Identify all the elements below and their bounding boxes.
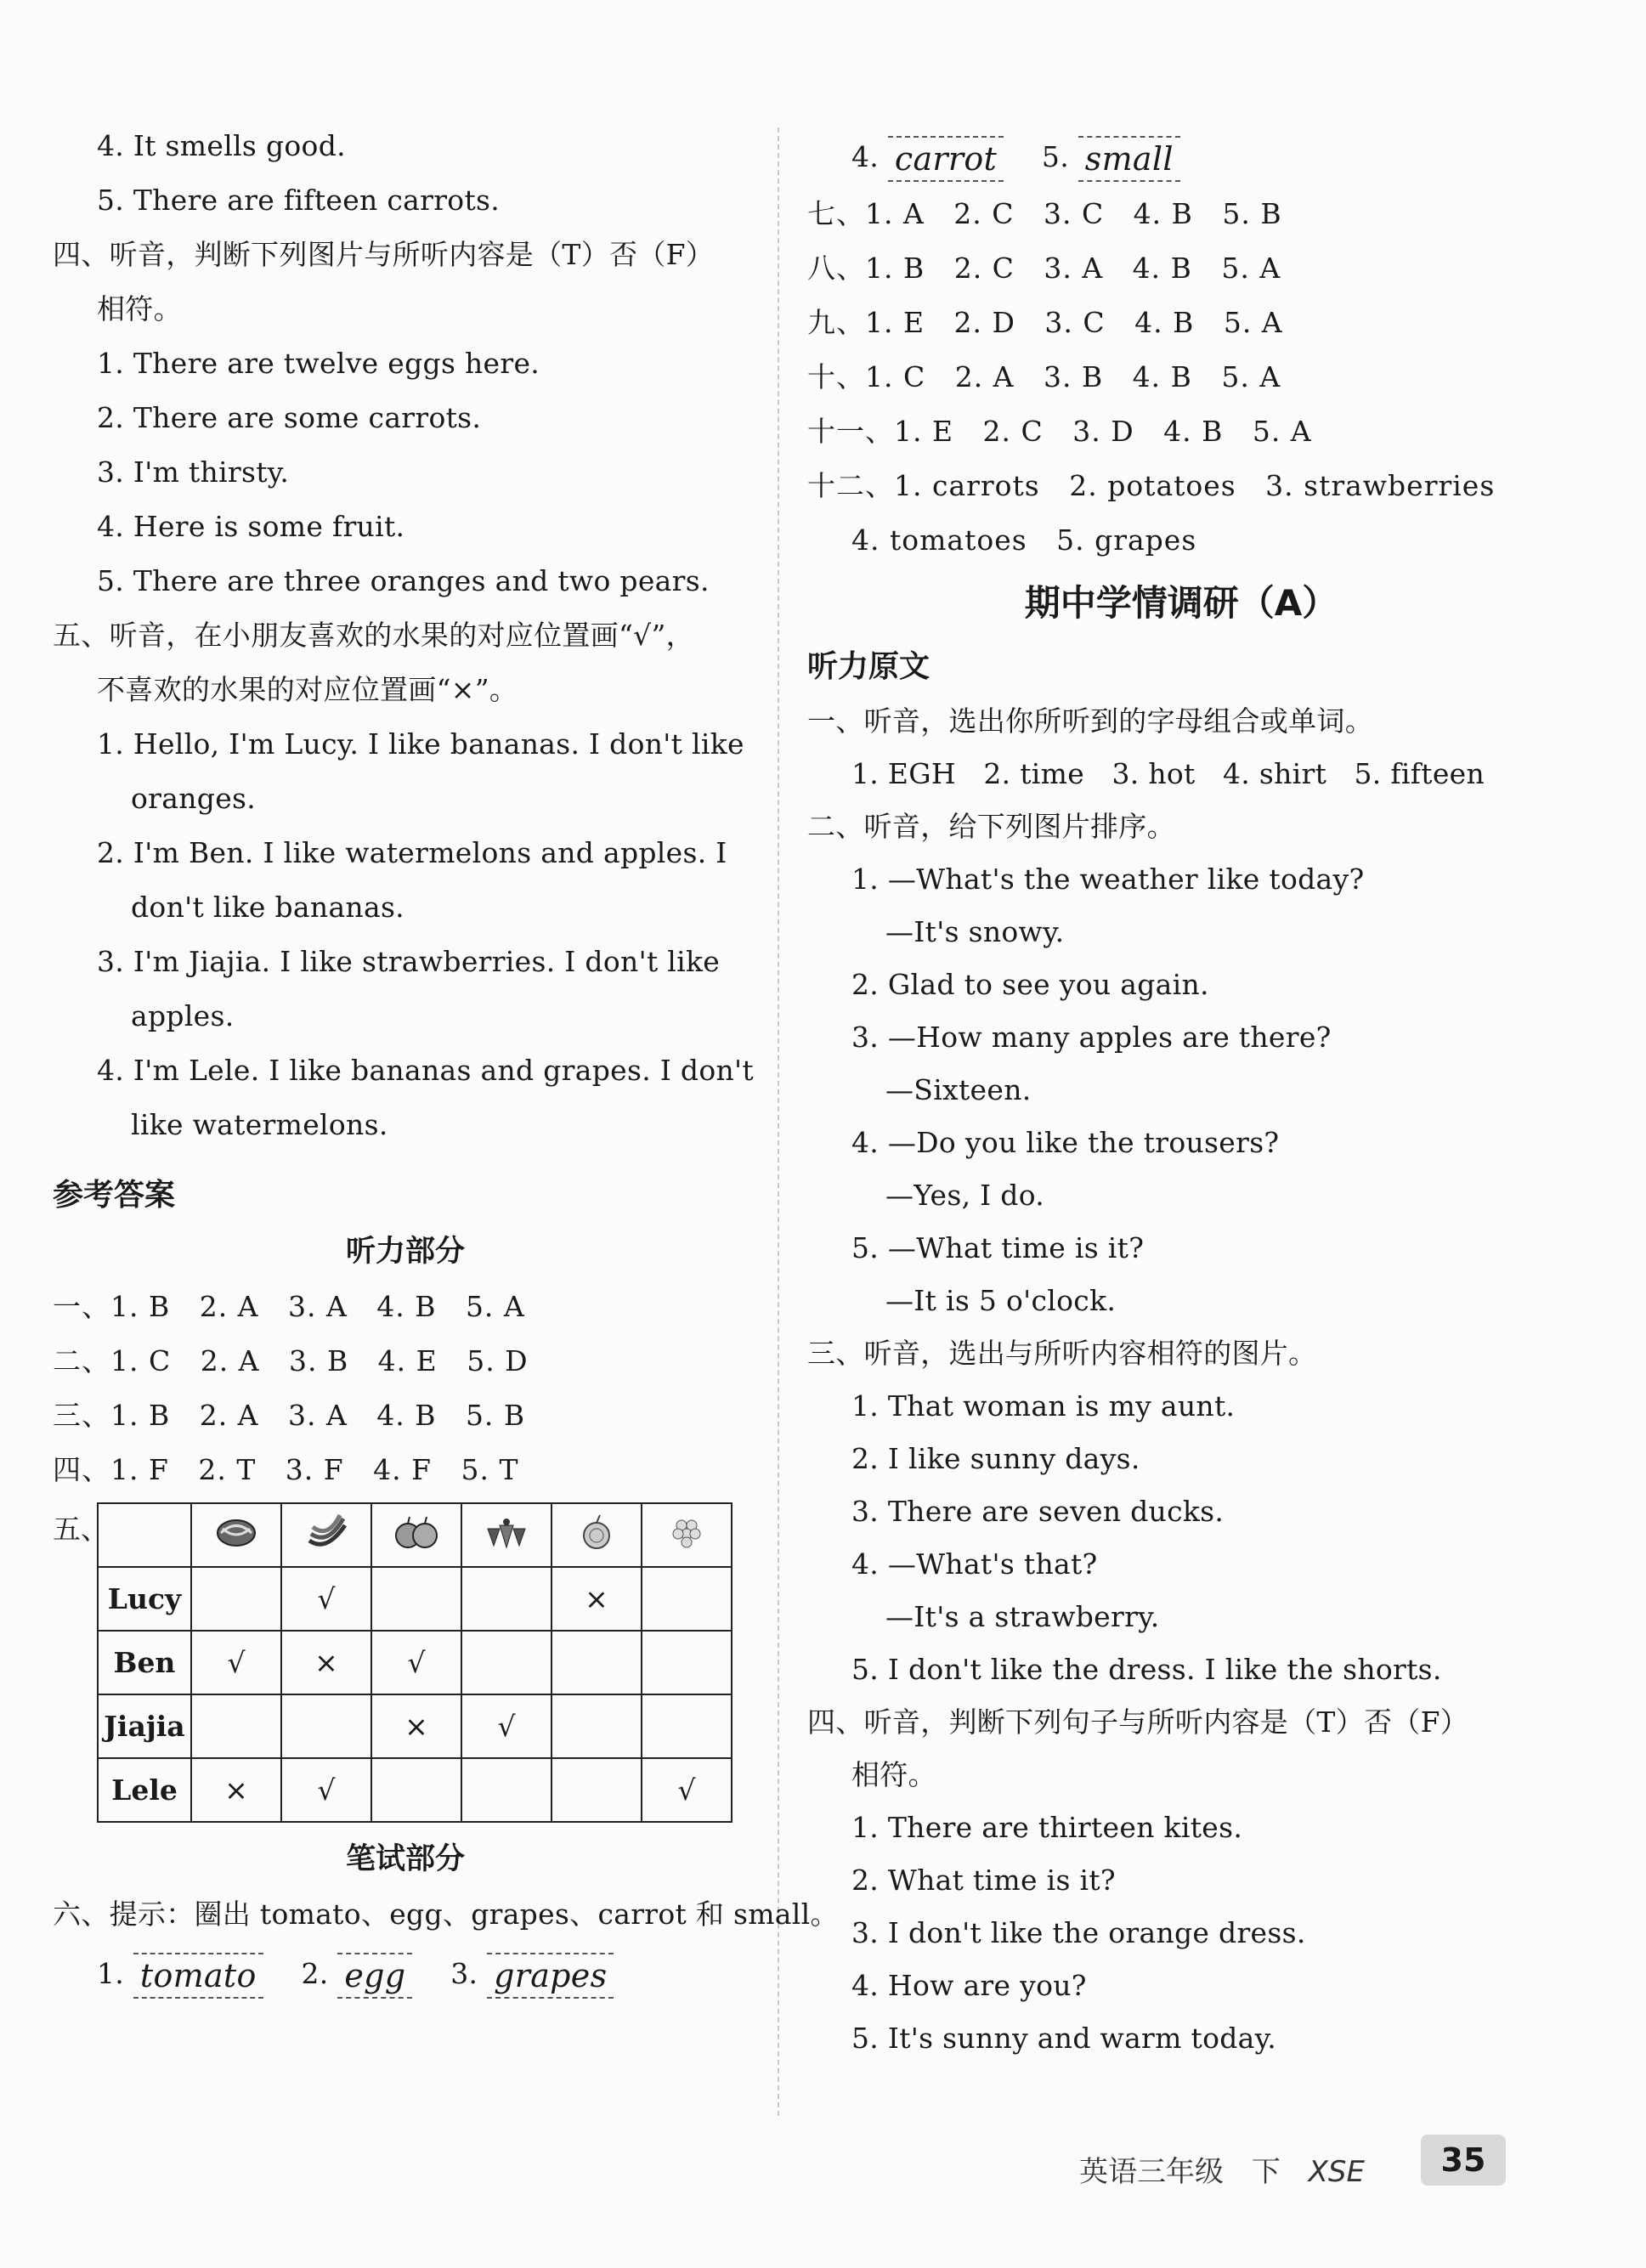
mark-cell: √	[461, 1694, 551, 1758]
table-row	[98, 1567, 732, 1631]
answer-row: 九、1. E 2. D 3. C 4. B 5. A	[807, 306, 1283, 339]
list-item: 1. Hello, I'm Lucy. I like bananas. I don't like	[97, 727, 744, 761]
dialogue-line: 2. I like sunny days.	[851, 1442, 1140, 1475]
strawberry-icon	[461, 1503, 551, 1567]
banana-icon	[281, 1503, 371, 1567]
right-column	[807, 127, 1555, 2065]
list-item: 3. I'm thirsty.	[97, 455, 290, 489]
handwritten-word: egg	[337, 1953, 412, 1999]
table-row	[98, 1694, 732, 1758]
section-title: 三、听音，选出与所听内容相符的图片。	[807, 1337, 1317, 1370]
mark-cell	[371, 1567, 461, 1631]
list-item: 5. There are three oranges and two pears.	[97, 564, 710, 597]
mark-cell	[461, 1631, 551, 1694]
answer-row: 十、1. C 2. A 3. B 4. B 5. A	[807, 360, 1281, 393]
page-number: 35	[1421, 2135, 1506, 2186]
mark-cell	[551, 1694, 642, 1758]
apple-icon	[371, 1503, 461, 1567]
mark-cell: ×	[191, 1758, 281, 1822]
handwritten-word: tomato	[133, 1953, 263, 1999]
list-item-cont: apples.	[131, 999, 235, 1032]
handwriting-row	[807, 127, 1555, 187]
answer-row: 三、1. B 2. A 3. A 4. B 5. B	[53, 1399, 526, 1432]
list-item: 4. How are you?	[851, 1969, 1087, 2002]
section-title: 一、听音，选出你所听到的字母组合或单词。	[807, 704, 1373, 738]
dialogue-line: 3. There are seven ducks.	[851, 1495, 1225, 1528]
written-part-title: 笔试部分	[345, 1842, 465, 1876]
answer-row: 七、1. A 2. C 3. C 4. B 5. B	[807, 197, 1282, 230]
list-item: 3. I don't like the orange dress.	[851, 1916, 1306, 1949]
section-title: 四、听音，判断下列句子与所听内容是（T）否（F）	[807, 1705, 1469, 1739]
section-title-cont: 相符。	[97, 292, 182, 325]
listening-script-title: 听力原文	[807, 649, 930, 684]
mark-cell	[642, 1567, 732, 1631]
list-item: 1. EGH 2. time 3. hot 4. shirt 5. fifteen	[851, 757, 1485, 790]
page-footer	[1079, 2148, 1383, 2190]
text-line: 4. It smells good.	[97, 129, 346, 162]
dialogue-line: —It's a strawberry.	[885, 1600, 1160, 1633]
handwritten-word: small	[1078, 136, 1180, 182]
mark-cell	[371, 1758, 461, 1822]
dialogue-line: —Yes, I do.	[885, 1179, 1045, 1212]
mark-cell: √	[281, 1567, 371, 1631]
row-name: Lele	[98, 1758, 191, 1822]
answer-row: 一、1. B 2. A 3. A 4. B 5. A	[53, 1290, 525, 1323]
dialogue-line: 4. —Do you like the trousers?	[851, 1126, 1280, 1159]
list-item: 2. I'm Ben. I like watermelons and apples. I	[97, 836, 727, 869]
section-title-cont: 不喜欢的水果的对应位置画“×”。	[97, 673, 518, 706]
dialogue-line: 1. That woman is my aunt.	[851, 1389, 1236, 1422]
section-title: 二、听音，给下列图片排序。	[807, 810, 1175, 843]
answer-row: 十一、1. E 2. C 3. D 4. B 5. A	[807, 415, 1312, 448]
dialogue-line: —Sixteen.	[885, 1073, 1032, 1106]
list-item: 2. What time is it?	[851, 1864, 1116, 1897]
table-row	[98, 1631, 732, 1694]
answer-row-cont: 4. tomatoes 5. grapes	[851, 523, 1197, 557]
dialogue-line: 2. Glad to see you again.	[851, 968, 1209, 1001]
listening-part-title: 听力部分	[345, 1235, 465, 1269]
list-item: 3. I'm Jiajia. I like strawberries. I don't like	[97, 945, 721, 978]
mark-cell: √	[191, 1631, 281, 1694]
table-label: 五、	[53, 1513, 109, 1546]
mark-cell	[461, 1758, 551, 1822]
dialogue-line: 5. I don't like the dress. I like the shorts.	[851, 1653, 1442, 1686]
list-item-cont: oranges.	[131, 782, 257, 815]
dialogue-line: 1. —What's the weather like today?	[851, 863, 1365, 896]
item-number: 1.	[97, 1957, 125, 1990]
mark-cell	[642, 1694, 732, 1758]
answer-row: 八、1. B 2. C 3. A 4. B 5. A	[807, 252, 1281, 285]
mark-cell: √	[371, 1631, 461, 1694]
column-divider	[778, 127, 779, 2116]
list-item: 4. I'm Lele. I like bananas and grapes. I don't	[97, 1054, 754, 1087]
mark-cell: ×	[371, 1694, 461, 1758]
list-item: 5. It's sunny and warm today.	[851, 2022, 1276, 2055]
mark-cell	[642, 1631, 732, 1694]
mark-cell: √	[642, 1758, 732, 1822]
item-number: 3.	[450, 1957, 478, 1990]
table-row	[98, 1758, 732, 1822]
answer-row: 十二、1. carrots 2. potatoes 3. strawberries	[807, 469, 1496, 502]
handwriting-row	[53, 1942, 758, 2006]
section-title: 四、听音，判断下列图片与所听内容是（T）否（F）	[53, 238, 715, 271]
dialogue-line: —It is 5 o'clock.	[885, 1284, 1117, 1317]
dialogue-line: —It's snowy.	[885, 915, 1065, 948]
item-number: 4.	[851, 140, 880, 173]
row-name: Ben	[98, 1631, 191, 1694]
dialogue-line: 5. —What time is it?	[851, 1231, 1145, 1264]
section-title: 六、提示：圈出 tomato、egg、grapes、carrot 和 small。	[53, 1898, 839, 1931]
handwritten-word: grapes	[487, 1953, 614, 1999]
mark-cell: ×	[551, 1567, 642, 1631]
list-item: 4. Here is some fruit.	[97, 510, 405, 543]
reference-answers-title: 参考答案	[53, 1178, 176, 1213]
dialogue-line: 3. —How many apples are there?	[851, 1021, 1332, 1054]
mark-cell	[191, 1694, 281, 1758]
row-name: Jiajia	[98, 1694, 191, 1758]
list-item-cont: like watermelons.	[131, 1108, 388, 1141]
mark-cell	[461, 1567, 551, 1631]
mark-cell	[551, 1758, 642, 1822]
answer-row: 二、1. C 2. A 3. B 4. E 5. D	[53, 1344, 529, 1377]
footer-edition: XSE	[1308, 2155, 1365, 2189]
footer-subject: 英语三年级	[1079, 2155, 1224, 2189]
item-number: 2.	[301, 1957, 329, 1990]
section-title: 五、听音，在小朋友喜欢的水果的对应位置画“√”，	[53, 619, 694, 652]
dialogue-line: 4. —What's that?	[851, 1547, 1098, 1581]
mark-cell	[191, 1567, 281, 1631]
handwritten-word: carrot	[888, 136, 1004, 182]
fruit-answer-table	[97, 1502, 732, 1823]
list-item: 2. There are some carrots.	[97, 401, 482, 434]
footer-term: 下	[1251, 2155, 1281, 2189]
mark-cell: √	[281, 1758, 371, 1822]
grapes-icon	[642, 1503, 732, 1567]
orange-icon	[551, 1503, 642, 1567]
mark-cell	[551, 1631, 642, 1694]
fruit-answer-table-wrap	[53, 1502, 758, 1823]
list-item: 1. There are thirteen kites.	[851, 1811, 1243, 1844]
list-item: 1. There are twelve eggs here.	[97, 347, 540, 380]
watermelon-icon	[191, 1503, 281, 1567]
row-name: Lucy	[98, 1567, 191, 1631]
left-column	[53, 119, 839, 2006]
mark-cell	[281, 1694, 371, 1758]
section-title-cont: 相符。	[851, 1758, 936, 1791]
item-number: 5.	[1041, 140, 1069, 173]
table-header-row	[98, 1503, 732, 1567]
text-line: 5. There are fifteen carrots.	[97, 184, 501, 217]
list-item-cont: don't like bananas.	[131, 891, 404, 924]
mark-cell: ×	[281, 1631, 371, 1694]
table-corner	[98, 1503, 191, 1567]
answer-row: 四、1. F 2. T 3. F 4. F 5. T	[53, 1453, 519, 1486]
exam-title: 期中学情调研（A）	[1024, 582, 1338, 624]
